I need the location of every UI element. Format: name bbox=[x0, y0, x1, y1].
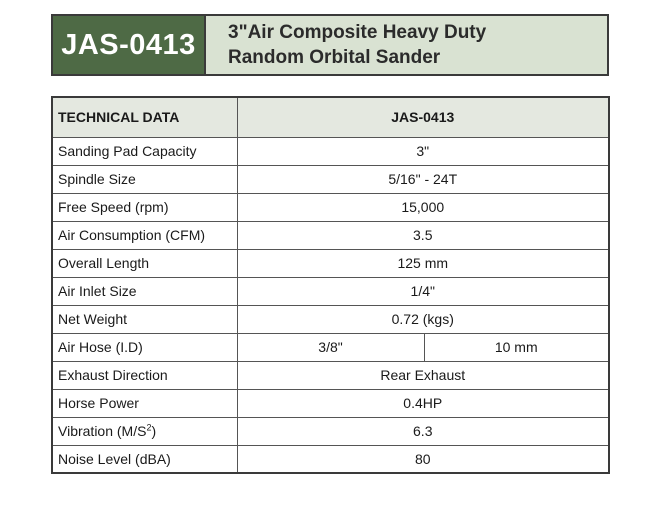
table-row-horse-power bbox=[52, 389, 609, 417]
row-label: Air Hose (I.D) bbox=[52, 333, 237, 361]
table-row-overall-length bbox=[52, 249, 609, 277]
row-value: 125 mm bbox=[237, 249, 609, 277]
table-row-air-inlet bbox=[52, 277, 609, 305]
row-label-superscript: 2 bbox=[146, 422, 152, 433]
row-label: Noise Level (dBA) bbox=[52, 445, 237, 473]
row-label: Exhaust Direction bbox=[52, 361, 237, 389]
table-row-air-hose bbox=[52, 333, 609, 361]
row-value-metric: 10 mm bbox=[424, 333, 609, 361]
row-label: Sanding Pad Capacity bbox=[52, 137, 237, 165]
model-number-badge: JAS-0413 bbox=[53, 16, 206, 74]
table-row-spindle-size bbox=[52, 165, 609, 193]
row-value: 15,000 bbox=[237, 193, 609, 221]
header-model: JAS-0413 bbox=[237, 97, 609, 137]
row-label: Net Weight bbox=[52, 305, 237, 333]
row-label: Free Speed (rpm) bbox=[52, 193, 237, 221]
row-label bbox=[52, 417, 237, 445]
table-row-free-speed bbox=[52, 193, 609, 221]
table-header-row bbox=[52, 97, 609, 137]
row-label: Air Consumption (CFM) bbox=[52, 221, 237, 249]
table-row-net-weight bbox=[52, 305, 609, 333]
header-technical-data: TECHNICAL DATA bbox=[52, 97, 237, 137]
row-label: Spindle Size bbox=[52, 165, 237, 193]
row-value: 3.5 bbox=[237, 221, 609, 249]
row-value: 0.72 (kgs) bbox=[237, 305, 609, 333]
product-banner bbox=[51, 14, 609, 76]
technical-data-table bbox=[51, 96, 610, 474]
row-value: 0.4HP bbox=[237, 389, 609, 417]
row-value: Rear Exhaust bbox=[237, 361, 609, 389]
table-row-noise-level bbox=[52, 445, 609, 473]
table-row-air-consumption bbox=[52, 221, 609, 249]
row-value: 80 bbox=[237, 445, 609, 473]
row-value: 5/16" - 24T bbox=[237, 165, 609, 193]
row-label: Overall Length bbox=[52, 249, 237, 277]
row-value: 6.3 bbox=[237, 417, 609, 445]
table-row-exhaust bbox=[52, 361, 609, 389]
row-label: Horse Power bbox=[52, 389, 237, 417]
product-title-line-1: 3"Air Composite Heavy Duty bbox=[228, 22, 487, 43]
row-value: 1/4" bbox=[237, 277, 609, 305]
row-label-suffix: ) bbox=[151, 423, 157, 439]
row-label-text: Vibration (M/S bbox=[58, 423, 147, 439]
product-title-line-2: Random Orbital Sander bbox=[228, 47, 441, 68]
row-value-imperial: 3/8" bbox=[237, 333, 424, 361]
row-value: 3" bbox=[237, 137, 609, 165]
table-row-vibration bbox=[52, 417, 609, 445]
table-row-sanding-pad bbox=[52, 137, 609, 165]
row-label: Air Inlet Size bbox=[52, 277, 237, 305]
product-title bbox=[206, 16, 607, 74]
